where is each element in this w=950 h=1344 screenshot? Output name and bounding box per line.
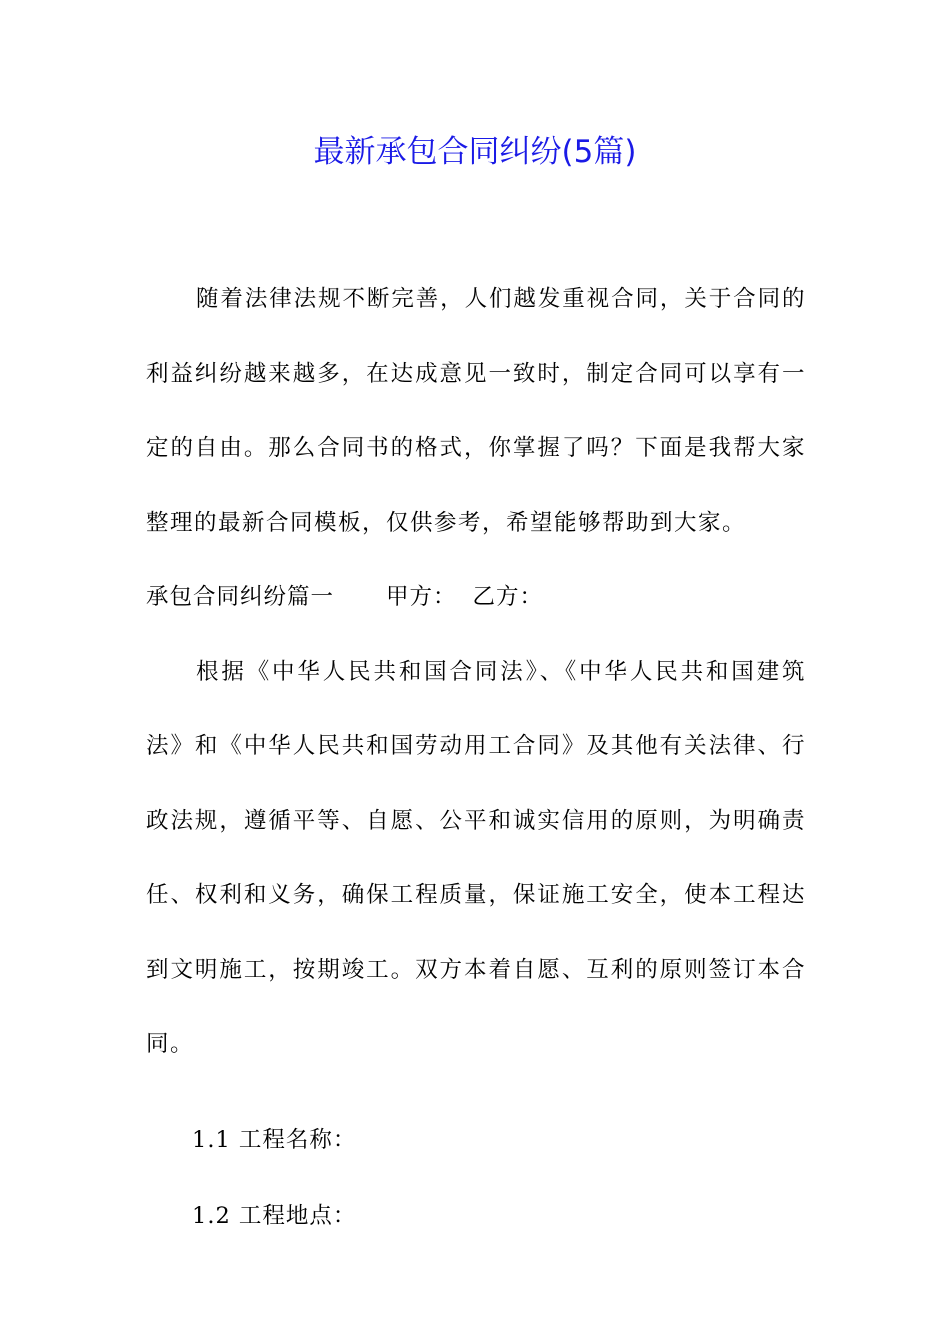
intro-paragraph: 随着法律法规不断完善，人们越发重视合同，关于合同的利益纠纷越来越多，在达成意见一致时，制定合同可以享有一定的自由。那么合同书的格式，你掌握了吗？下面是我帮大家整理的最新合同模板，仅供参考，希望能够帮助到大家。 bbox=[146, 286, 806, 536]
party-a-label: 甲方： bbox=[386, 584, 457, 610]
party-b-label: 乙方： bbox=[472, 584, 544, 610]
clause-project-location: 1.2 工程地点： bbox=[192, 1202, 357, 1229]
clause-project-name: 1.1 工程名称： bbox=[192, 1126, 357, 1153]
section-heading: 承包合同纠纷篇一 bbox=[146, 584, 335, 610]
document-body bbox=[146, 262, 806, 1254]
document-title: 最新承包合同纠纷(5篇) bbox=[313, 134, 637, 170]
section-heading-line bbox=[146, 560, 806, 635]
body-paragraph: 根据《中华人民共和国合同法》、《中华人民共和国建筑法》和《中华人民共和国劳动用工合同》及其他有关法律、行政法规，遵循平等、自愿、公平和诚实信用的原则，为明确责任、权利和义务，确保工程质量，保证施工安全，使本工程达到文明施工，按期竣工。双方本着自愿、互利的原则签订本合同。 bbox=[146, 658, 806, 1057]
